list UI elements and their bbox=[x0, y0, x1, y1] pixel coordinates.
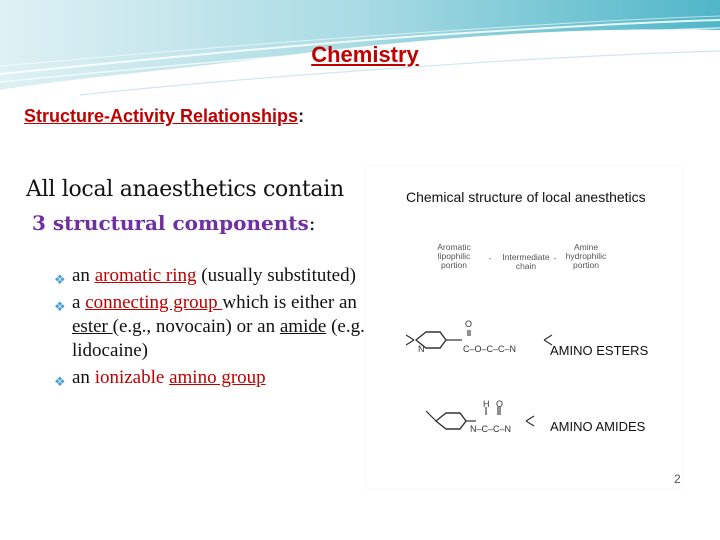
ester-term: ester bbox=[72, 316, 113, 337]
ester-carbonyl-oxygen: O bbox=[465, 319, 473, 329]
label-line: hydrophilic bbox=[565, 251, 607, 261]
ionizable-term: ionizable bbox=[94, 367, 170, 388]
amide-term: amide bbox=[279, 316, 327, 337]
amide-hydrogen: H bbox=[483, 399, 490, 409]
intro-line-2 bbox=[26, 206, 371, 240]
label-line: chain bbox=[515, 261, 537, 271]
label-separator: - bbox=[553, 253, 557, 263]
ester-chain: C–O–C–C–N bbox=[463, 344, 517, 354]
bullet-lead: an bbox=[72, 367, 95, 388]
label-line: Intermediate bbox=[502, 252, 550, 262]
slide-subtitle bbox=[24, 106, 304, 127]
bullet-amino-group bbox=[54, 366, 372, 390]
bullet-lead: a bbox=[72, 292, 86, 313]
label-line: portion bbox=[573, 260, 599, 270]
bullet-rest: which is either an bbox=[222, 292, 357, 313]
bullet-lead: an bbox=[72, 265, 95, 286]
amino-amides-label: AMINO AMIDES bbox=[550, 419, 646, 434]
bullet-end: (e.g. lidocaine) bbox=[72, 316, 365, 361]
intro-colon: : bbox=[308, 211, 316, 235]
bullet-icon: ❖ bbox=[54, 299, 66, 314]
amino-group-term: amino group bbox=[169, 367, 266, 388]
bullet-connecting-group bbox=[54, 291, 372, 363]
aromatic-ring-term: aromatic ring bbox=[94, 265, 197, 286]
label-line: Aromatic bbox=[437, 242, 471, 252]
subtitle-text: Structure-Activity Relationships bbox=[24, 106, 299, 126]
amide-chain: N–C–C–N bbox=[470, 424, 512, 434]
figure-title: Chemical structure of local anesthetics bbox=[406, 189, 646, 205]
connecting-group-term: connecting group bbox=[85, 292, 223, 313]
intro-line-1: All local anaesthetics contain bbox=[26, 177, 344, 202]
bullet-list bbox=[54, 264, 372, 393]
bullet-aromatic-ring bbox=[54, 264, 372, 288]
bullet-rest: (usually substituted) bbox=[196, 265, 356, 286]
bullet-icon: ❖ bbox=[54, 374, 66, 389]
label-line: lipophilic bbox=[437, 251, 471, 261]
slide-title: Chemistry bbox=[311, 42, 419, 67]
label-separator: - bbox=[488, 253, 492, 263]
bullet-icon: ❖ bbox=[54, 272, 66, 287]
intro-highlight: 3 structural components bbox=[32, 211, 309, 235]
label-line: Amine bbox=[573, 242, 599, 252]
subtitle-colon: : bbox=[298, 106, 305, 126]
ester-ring-nitrogen: N bbox=[418, 344, 425, 354]
label-line: portion bbox=[441, 260, 467, 270]
aromatic-portion-label bbox=[428, 243, 480, 270]
amine-portion-label bbox=[558, 243, 614, 270]
amide-carbonyl-oxygen: O bbox=[496, 399, 504, 409]
bullet-mid: (e.g., novocain) or an bbox=[112, 316, 280, 337]
intro-text bbox=[26, 174, 371, 240]
amino-esters-label: AMINO ESTERS bbox=[550, 343, 649, 358]
chemical-structure-figure bbox=[366, 167, 682, 488]
page-number: 2 bbox=[674, 472, 681, 486]
intermediate-chain-label bbox=[498, 253, 554, 271]
